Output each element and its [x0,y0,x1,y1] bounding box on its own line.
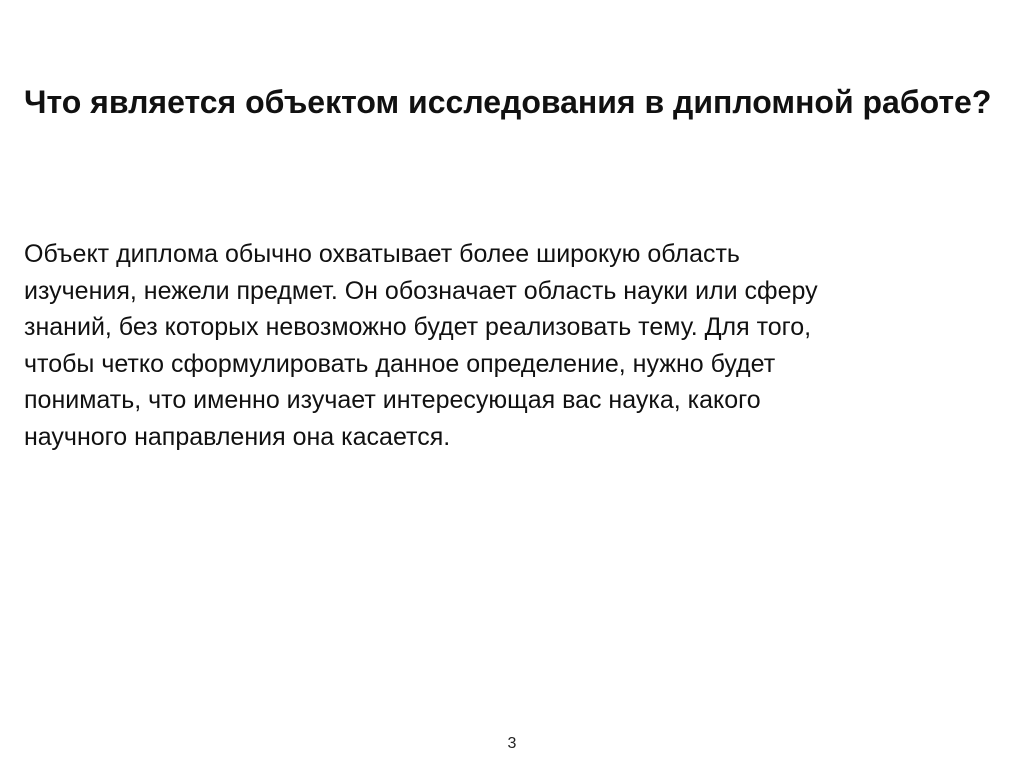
page-number: 3 [507,735,517,752]
body-line: чтобы четко сформулировать данное определение, нужно будет [24,349,776,378]
slide-body-text [24,236,1014,455]
body-line: понимать, что именно изучает интересующая вас наука, какого [24,386,761,414]
body-line: знаний, без которых невозможно будет реализовать тему. Для того, [24,313,812,341]
body-line: Объект диплома обычно охватывает более широкую область [24,240,740,268]
slide-title: Что является объектом исследования в дипломной работе? [24,84,992,120]
body-line: научного направления она касается. [24,422,451,451]
body-line: изучения, нежели предмет. Он обозначает область науки или сферу [24,276,818,305]
